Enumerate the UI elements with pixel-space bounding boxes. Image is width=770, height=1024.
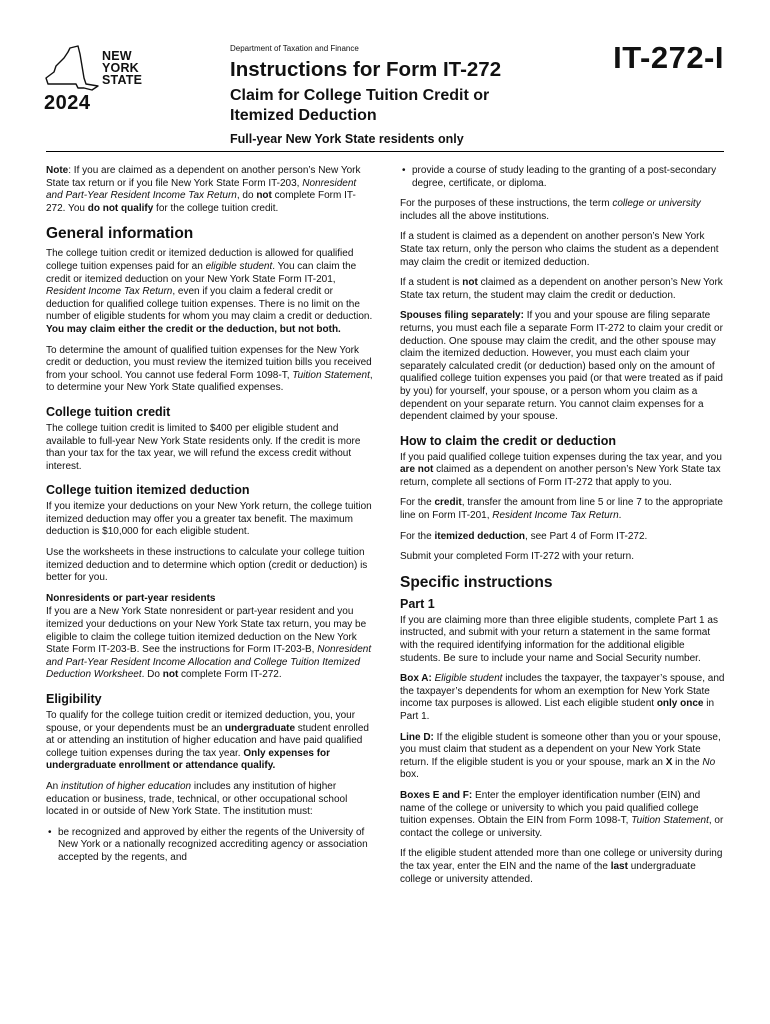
box-a-paragraph: Box A: Eligible student includes the taxpayer, the taxpayer’s spouse, and the taxpayer’s dependents for whom an exemption for New York State income tax purposes is allowed. List each eligible student only once in Part 1.	[400, 673, 725, 722]
line-d-paragraph: Line D: If the eligible student is someone other than you or your spouse, you must claim that student as a dependent on your New York State return. If the eligible student is you or your spouse, mark an X in the No box.	[400, 731, 721, 781]
credit-paragraph: The college tuition credit is limited to $400 per eligible student and available to full-year New York State residents only. If the credit is more than your tax for the tax year, we will refund the excess credit without interest.	[46, 422, 361, 472]
header-divider	[46, 151, 724, 152]
eligibility-paragraph-1: To qualify for the college tuition credit or itemized deduction, you, your spouse, or your dependents must be an undergraduate student enrolled at or attending an institution of higher education and have paid qualified college tuition expenses during the tax year. Only expenses for undergraduate enrollment or attendance qualify.	[46, 710, 369, 772]
nonresidents-paragraph: If you are a New York State nonresident or part-year resident and you itemized your deductions on your New York State tax return, you may be eligible to claim the college tuition itemized deduction on the New York State Form IT-203-B. See the instructions for Form IT-203-B, Nonresident and Part-Year Resident Income Allocation and College Tuition Itemized Deduction Worksheet. Do not complete Form IT-272.	[46, 606, 372, 681]
part-1-heading: Part 1	[400, 596, 435, 611]
department-name: Department of Taxation and Finance	[230, 44, 359, 53]
right-column	[400, 165, 725, 894]
itemized-deduction-heading: College tuition itemized deduction	[46, 483, 250, 498]
institution-requirements-list	[46, 827, 373, 865]
general-paragraph-2: To determine the amount of qualified tuition expenses for the New York credit or deduction, you must review the itemized tuition bills you received from your school. You cannot use federal Form 1098-T, Tuition Statement, to determine your New York State qualified expenses.	[46, 344, 373, 394]
logo-word-state: STATE	[102, 73, 143, 87]
document-title: Instructions for Form IT-272	[230, 58, 502, 81]
how-to-claim-heading: How to claim the credit or deduction	[400, 433, 616, 448]
note-paragraph: Note: If you are claimed as a dependent on another person’s New York State tax return or if you file New York State Form IT-203, Nonresident and Part-Year Resident Income Tax Return, do not complete Form IT-272. You do not qualify for the college tuition credit.	[46, 165, 361, 214]
document-subtitle-line1: Claim for College Tuition Credit or	[230, 87, 490, 104]
list-item: • provide a course of study leading to the granting of a post-secondary degree, certificate, or diploma.	[412, 165, 725, 190]
part-1-paragraph: If you are claiming more than three eligible students, complete Part 1 as instructed, and submit with your return a statement in the same format with the required identifying information for the additional eligible students. Be sure to include your name and Social Security number.	[400, 614, 718, 664]
nys-logo	[40, 44, 150, 114]
deduction-paragraph-1: If you itemize your deductions on your New York return, the college tuition itemized deduction may offer you a greater tax benefit. The maximum deduction is $10,000 for each eligible student.	[46, 501, 372, 538]
residency-note: Full-year New York State residents only	[230, 132, 464, 146]
definition-paragraph: For the purposes of these instructions, the term college or university includes all the above institutions.	[400, 198, 701, 222]
left-column	[46, 165, 373, 873]
not-dependent-paragraph: If a student is not claimed as a dependent on another person’s New York State tax return, the student may claim the credit or deduction.	[400, 277, 723, 301]
boxes-e-f-paragraph: Boxes E and F: Enter the employer identification number (EIN) and name of the college or university to which you paid qualified college tuition expenses. Obtain the EIN from Form 1098-T, Tuition Statement, or contact the college or university.	[400, 789, 724, 839]
specific-instructions-heading: Specific instructions	[400, 573, 553, 591]
eligibility-paragraph-2: An institution of higher education includes any institution of higher education or business, trade, technical, or other occupational school located in or outside of New York State. The institution must:	[46, 780, 348, 818]
institution-requirements-list-continued	[400, 165, 725, 190]
general-paragraph-1: The college tuition credit or itemized deduction is allowed for qualified college tuition expenses paid for an eligible student. You can claim the credit or itemized deduction on your New York State Form IT-201, Resident Income Tax Return, even if you claim a federal credit or deduction for qualified college tuition expenses. There is no limit on the number of eligible students for whom you may claim a credit or deduction. You may claim either the credit or the deduction, but not both.	[46, 248, 373, 335]
eligibility-heading: Eligibility	[46, 692, 102, 706]
list-item: • be recognized and approved by either the regents of the University of New York or a nationally recognized accrediting agency or association accepted by the regents, and	[58, 827, 373, 865]
logo-word-new: NEW	[102, 49, 132, 63]
multiple-colleges-paragraph: If the eligible student attended more than one college or university during the tax year, enter the EIN and the name of the last undergraduate college or university attended.	[400, 848, 723, 885]
document-subtitle-line2: Itemized Deduction	[230, 107, 377, 124]
document-header	[230, 44, 560, 146]
spouses-filing-separately-paragraph: Spouses filing separately: If you and your spouse are filing separate returns, you must each file a separate Form IT-272 to claim your credit or deduction. One spouse may claim the credit, and the other spouse may claim the itemized deduction. However, you must each claim your separately calculated credit (or deduction) based only on the amount of qualified college tuition expenses you paid (or that were treated as if paid by you) for yourself, your spouse, or a person whom you claim as a dependent on your separate return. You cannot claim expenses for a dependent claimed by your spouse.	[400, 310, 723, 423]
deduction-paragraph-2: Use the worksheets in these instructions to calculate your college tuition itemized deduction and to determine which option (credit or deduction) is better for you.	[46, 547, 368, 584]
general-information-heading: General information	[46, 225, 194, 243]
college-tuition-credit-heading: College tuition credit	[46, 404, 171, 419]
nonresidents-heading: Nonresidents or part-year residents	[46, 592, 216, 604]
dependent-paragraph: If a student is claimed as a dependent on another person’s New York State tax return, only the person who claims the student as a dependent may claim the credit or itemized deduction.	[400, 231, 719, 268]
form-code: IT-272-I	[613, 40, 724, 75]
how-to-paragraph-3: For the itemized deduction, see Part 4 of Form IT-272.	[400, 530, 648, 542]
how-to-paragraph-1: If you paid qualified college tuition expenses during the tax year, and you are not claimed as a dependent on another person’s New York State tax return, complete all sections of Form IT-272 that apply to you.	[400, 451, 722, 488]
how-to-paragraph-2: For the credit, transfer the amount from line 5 or line 7 to the appropriate line on Form IT-201, Resident Income Tax Return.	[400, 497, 723, 522]
logo-word-york: YORK	[102, 61, 139, 75]
how-to-paragraph-4: Submit your completed Form IT-272 with your return.	[400, 551, 634, 563]
tax-year: 2024	[44, 92, 91, 114]
